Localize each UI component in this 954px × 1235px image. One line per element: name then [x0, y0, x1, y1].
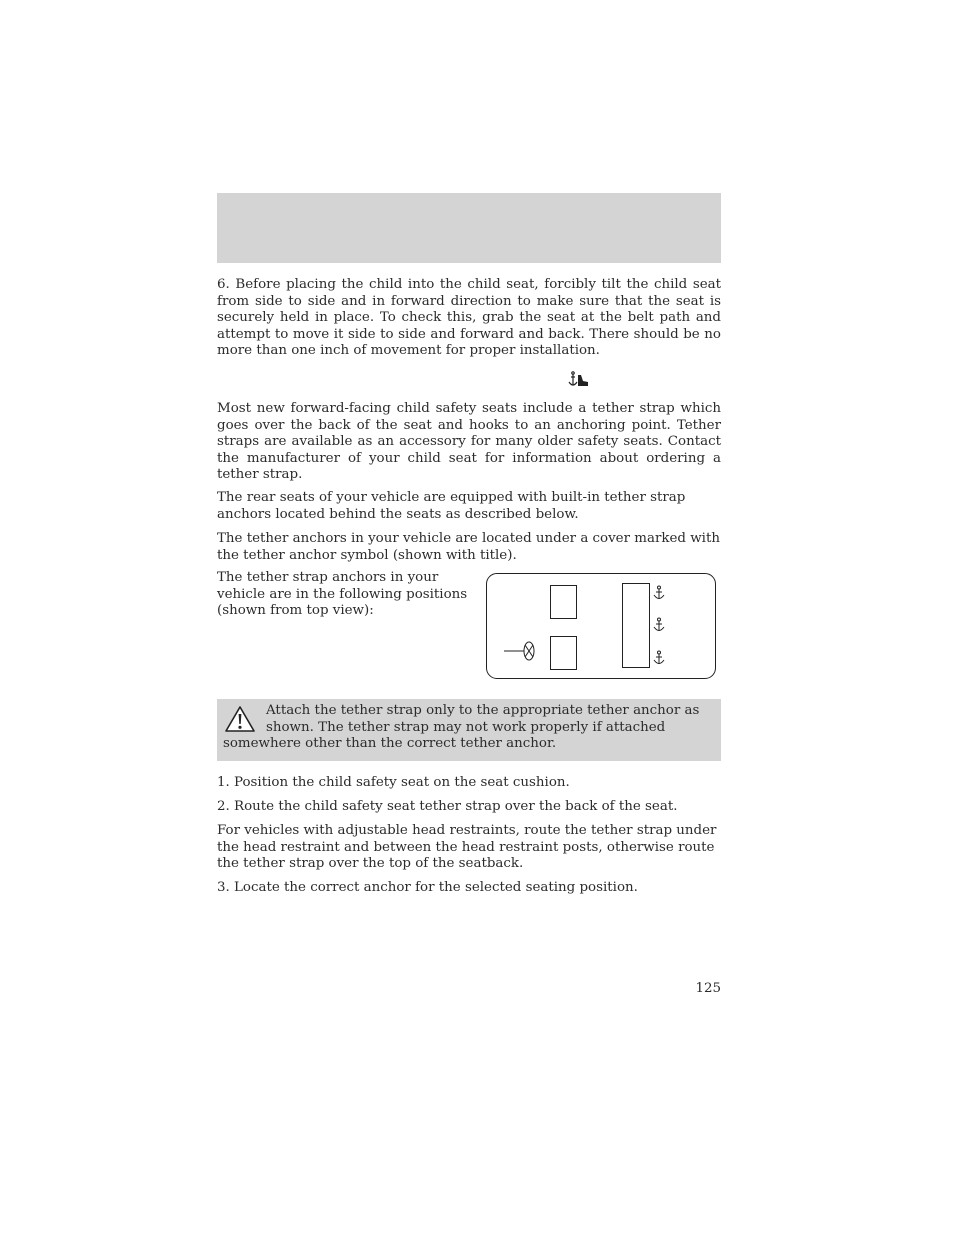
steering-wheel-icon	[504, 642, 534, 660]
rear-seats-paragraph: The rear seats of your vehicle are equipped with built-in tether strap anchors located behind the seats as described below.	[217, 490, 686, 522]
tether-anchor-seat-icon	[566, 371, 590, 389]
instruction-step-2: 2. Route the child safety seat tether strap over the back of the seat.	[217, 799, 678, 814]
tether-anchor-diagram	[486, 573, 716, 679]
tether-intro-paragraph: Most new forward-facing child safety seats include a tether strap which goes over the back of the seat and hooks to an anchoring point. Tether straps are available as an accessory for many older safety seats. Contact the manufacturer of your child seat for information about ordering a tether strap.	[217, 401, 721, 482]
warning-text: Attach the tether strap only to the appropriate tether anchor as shown. The tether strap may not work properly if attached somewhere other than the correct tether anchor.	[223, 703, 700, 751]
anchor-cover-paragraph: The tether anchors in your vehicle are located under a cover marked with the tether anchor symbol (shown with title).	[217, 531, 720, 563]
anchor-icon	[654, 651, 664, 664]
instruction-step-6: 6. Before placing the child into the child seat, forcibly tilt the child seat from side to side and in forward direction to make sure that the seat is securely held in place. To check this, grab the seat at the belt path and attempt to move it side to side and forward and back. There should be no more than one inch of movement for proper installation.	[217, 277, 721, 358]
anchor-icon	[654, 618, 664, 631]
instruction-step-1: 1. Position the child safety seat on the seat cushion.	[217, 775, 570, 790]
head-restraint-paragraph: For vehicles with adjustable head restraints, route the tether strap under the head restraint and between the head restraint posts, otherwise route the tether strap over the top of the seatback.	[217, 823, 717, 871]
warning-box	[217, 699, 721, 761]
header-band	[217, 193, 721, 263]
instruction-step-3: 3. Locate the correct anchor for the selected seating position.	[217, 880, 638, 895]
front-passenger-seat	[551, 586, 577, 619]
page-number: 125	[695, 981, 721, 996]
rear-bench-seat	[623, 584, 650, 668]
anchor-icon	[654, 586, 664, 599]
driver-seat	[551, 637, 577, 670]
anchor-positions-paragraph: The tether strap anchors in your vehicle are in the following positions (shown from top view):	[217, 570, 468, 618]
